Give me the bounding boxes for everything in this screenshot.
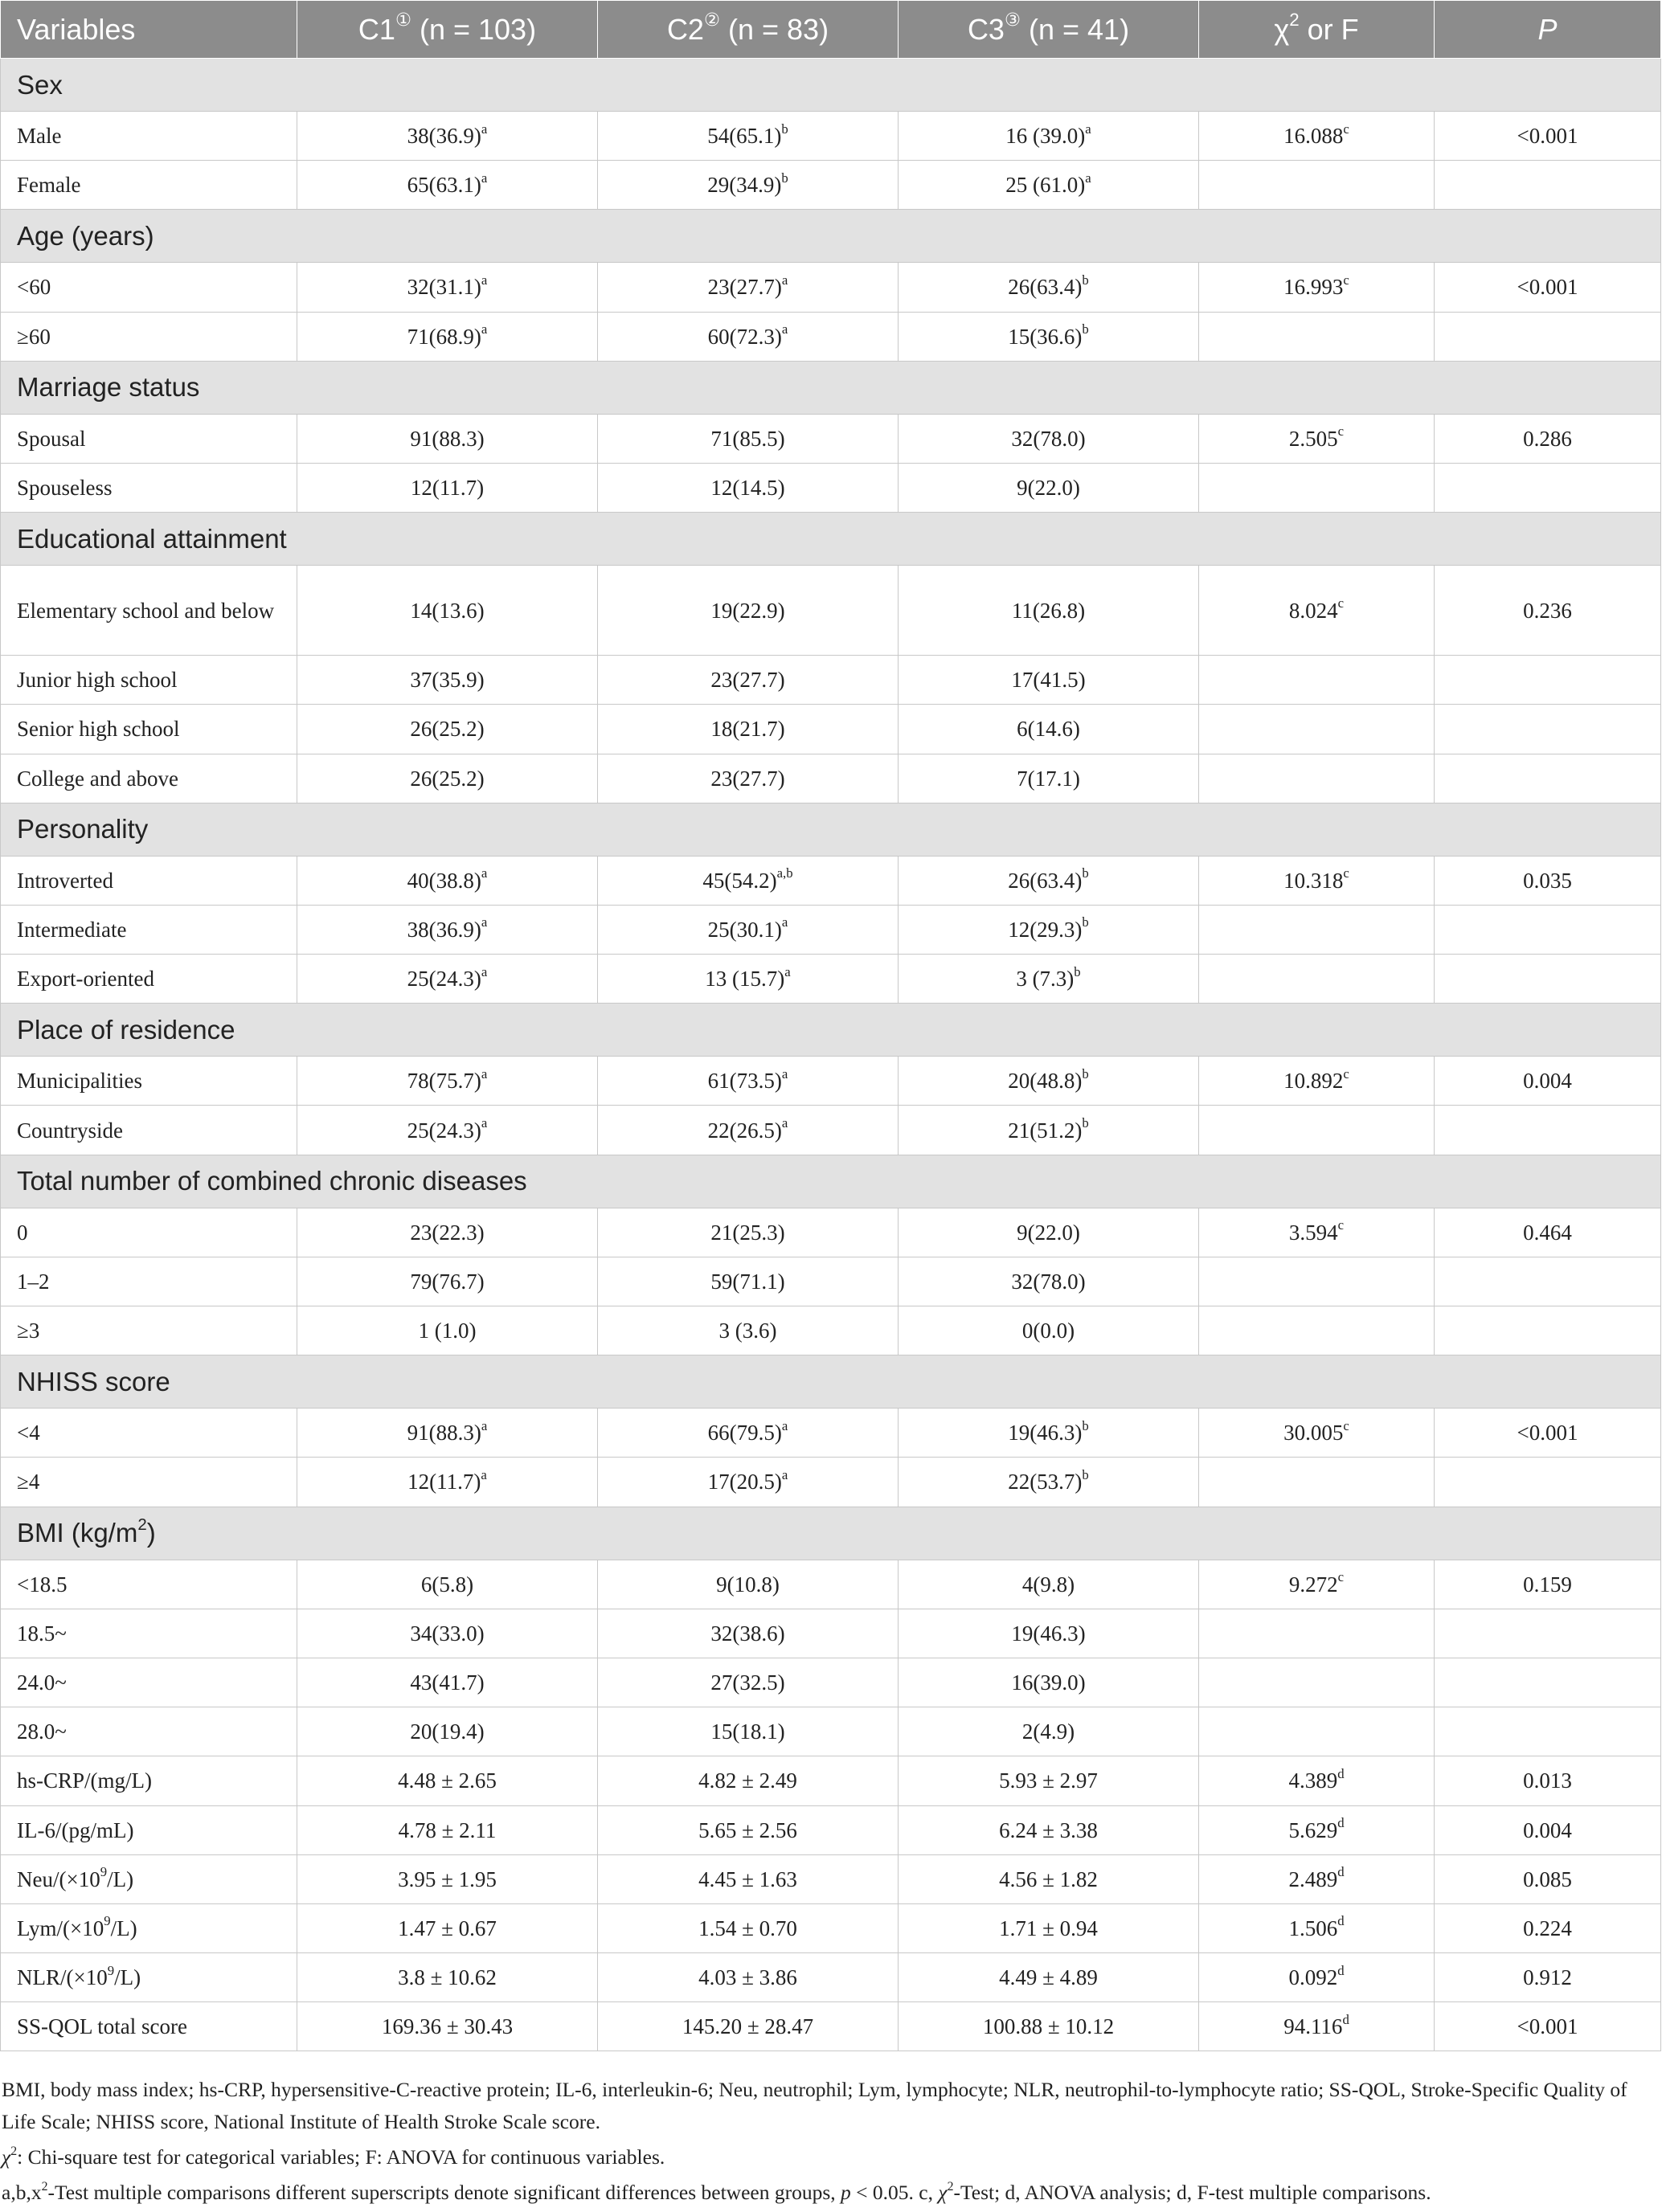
- cell-c3: 3 $(7.3)^b$: [899, 955, 1199, 1004]
- cell-p-value: [1435, 1458, 1661, 1507]
- row-label: Spousal: [1, 414, 297, 463]
- cell-c2: $17(20.5)^a$: [598, 1458, 899, 1507]
- row-label: 24.0~: [1, 1658, 297, 1707]
- table-row: [1, 905, 1661, 954]
- section-row: [1, 1507, 1661, 1560]
- table-body: [1, 59, 1661, 2051]
- cell-c2: $61(73.5)^a$: [598, 1057, 899, 1106]
- cell-statistic: 2.505$^c$: [1199, 414, 1435, 463]
- cell-c3: $12(29.3)^b$: [899, 905, 1199, 954]
- cell-p-value: [1435, 1609, 1661, 1658]
- row-label: Countryside: [1, 1106, 297, 1155]
- section-title: Marriage status: [1, 361, 1661, 414]
- row-label: Neu/$(\times 10^9/L)$: [1, 1854, 297, 1903]
- cell-p-value: [1435, 905, 1661, 954]
- cell-c3: 6(14.6): [899, 705, 1199, 754]
- cell-statistic: 2.489$^d$: [1199, 1854, 1435, 1903]
- cell-c2: 23(27.7): [598, 754, 899, 803]
- cell-statistic: 30.005$^c$: [1199, 1409, 1435, 1458]
- table-row: [1, 1609, 1661, 1658]
- cell-p-value: [1435, 1658, 1661, 1707]
- row-label: Male: [1, 112, 297, 161]
- cell-p-value: 0.004: [1435, 1805, 1661, 1854]
- cell-c2: 9(10.8): [598, 1560, 899, 1609]
- row-label: ≥4: [1, 1458, 297, 1507]
- row-label: Municipalities: [1, 1057, 297, 1106]
- section-title: Educational attainment: [1, 513, 1661, 566]
- table-row: [1, 1257, 1661, 1306]
- cell-p-value: [1435, 955, 1661, 1004]
- cell-p-value: [1435, 705, 1661, 754]
- row-label: <18.5: [1, 1560, 297, 1609]
- row-label: 1–2: [1, 1257, 297, 1306]
- cell-c2: 15(18.1): [598, 1707, 899, 1756]
- section-title: NHISS score: [1, 1355, 1661, 1409]
- cell-c1: 26(25.2): [297, 754, 598, 803]
- cell-c2: 4.03 ± 3.86: [598, 1953, 899, 2002]
- cell-statistic: 94.116$^d$: [1199, 2002, 1435, 2051]
- cell-c2: 13 $(15.7)^a$: [598, 955, 899, 1004]
- cell-c2: 1.54 ± 0.70: [598, 1903, 899, 1952]
- cell-c3: 4(9.8): [899, 1560, 1199, 1609]
- cell-c1: 34(33.0): [297, 1609, 598, 1658]
- table-row: [1, 1409, 1661, 1458]
- cell-statistic: [1199, 705, 1435, 754]
- cell-statistic: [1199, 161, 1435, 210]
- table-row: [1, 1560, 1661, 1609]
- cell-c2: 4.45 ± 1.63: [598, 1854, 899, 1903]
- cell-statistic: [1199, 1458, 1435, 1507]
- row-label: IL-6/(pg/mL): [1, 1805, 297, 1854]
- cell-statistic: 1.506$^d$: [1199, 1903, 1435, 1952]
- cell-statistic: 0.092$^d$: [1199, 1953, 1435, 2002]
- table-row: [1, 1903, 1661, 1952]
- cell-c3: $19(46.3)^b$: [899, 1409, 1199, 1458]
- row-label: SS-QOL total score: [1, 2002, 297, 2051]
- cell-c2: $22(26.5)^a$: [598, 1106, 899, 1155]
- cell-statistic: [1199, 463, 1435, 512]
- cell-c3: 5.93 ± 2.97: [899, 1756, 1199, 1805]
- cell-c3: 32(78.0): [899, 1257, 1199, 1306]
- row-label: Lym/$(\times 10^9/L)$: [1, 1903, 297, 1952]
- cell-p-value: [1435, 463, 1661, 512]
- table-row: [1, 566, 1661, 656]
- cell-c1: 169.36 ± 30.43: [297, 2002, 598, 2051]
- table-row: [1, 1854, 1661, 1903]
- table-row: [1, 112, 1661, 161]
- cell-p-value: <0.001: [1435, 263, 1661, 312]
- cell-c2: 71(85.5): [598, 414, 899, 463]
- row-label: Senior high school: [1, 705, 297, 754]
- cell-c3: $26(63.4)^b$: [899, 263, 1199, 312]
- table-row: [1, 1756, 1661, 1805]
- section-row: [1, 361, 1661, 414]
- cell-c2: 32(38.6): [598, 1609, 899, 1658]
- cell-c1: $25(24.3)^a$: [297, 1106, 598, 1155]
- cell-c2: $23(27.7)^a$: [598, 263, 899, 312]
- row-label: hs-CRP/(mg/L): [1, 1756, 297, 1805]
- footnote-abbreviations: BMI, body mass index; hs-CRP, hypersensitive-C-reactive protein; IL-6, interleukin-6; Neu, neutrophil; Lym, lymphocyte; NLR, neutrophil-to-lymphocyte ratio; SS-QOL, Stroke-Specific Quality of Life Scale; NHISS score, National Institute of Health Stroke Scale score.: [2, 2078, 1627, 2134]
- cell-c1: 20(19.4): [297, 1707, 598, 1756]
- cell-statistic: [1199, 1106, 1435, 1155]
- cell-c1: 12(11.7): [297, 463, 598, 512]
- cell-c1: 4.48 ± 2.65: [297, 1756, 598, 1805]
- cell-c3: $22(53.7)^b$: [899, 1458, 1199, 1507]
- cell-c3: 0(0.0): [899, 1306, 1199, 1355]
- section-row: [1, 803, 1661, 856]
- cell-statistic: [1199, 1257, 1435, 1306]
- row-label: College and above: [1, 754, 297, 803]
- row-label: Intermediate: [1, 905, 297, 954]
- cell-c2: 5.65 ± 2.56: [598, 1805, 899, 1854]
- table-row: [1, 2002, 1661, 2051]
- cell-p-value: [1435, 1306, 1661, 1355]
- row-label: 0: [1, 1208, 297, 1257]
- footnote-multiple-comparisons: $a,b,x^2$-Test multiple comparisons different superscripts denote significant differences between groups, p < 0.05. c, $\chi^2$-Test; d, ANOVA analysis; d, F-test multiple comparisons.: [2, 2179, 1431, 2205]
- cell-statistic: [1199, 1306, 1435, 1355]
- cell-c2: 19(22.9): [598, 566, 899, 656]
- cell-c1: 37(35.9): [297, 656, 598, 705]
- table-row: [1, 161, 1661, 210]
- cell-c2: $29(34.9)^b$: [598, 161, 899, 210]
- row-label: 18.5~: [1, 1609, 297, 1658]
- cell-c3: 19(46.3): [899, 1609, 1199, 1658]
- header-p-value: P: [1435, 1, 1661, 59]
- cell-statistic: [1199, 1609, 1435, 1658]
- cell-c1: $91(88.3)^a$: [297, 1409, 598, 1458]
- cell-statistic: [1199, 312, 1435, 361]
- cell-c1: $25(24.3)^a$: [297, 955, 598, 1004]
- cell-p-value: [1435, 1106, 1661, 1155]
- table-row: [1, 1208, 1661, 1257]
- section-row: [1, 1004, 1661, 1057]
- header-c3: C3③ (n = 41): [899, 1, 1199, 59]
- cell-p-value: [1435, 312, 1661, 361]
- row-label: Junior high school: [1, 656, 297, 705]
- row-label: <4: [1, 1409, 297, 1458]
- cell-p-value: 0.912: [1435, 1953, 1661, 2002]
- row-label: Female: [1, 161, 297, 210]
- row-label: ≥3: [1, 1306, 297, 1355]
- cell-c3: 1.71 ± 0.94: [899, 1903, 1199, 1952]
- cell-c1: 3.95 ± 1.95: [297, 1854, 598, 1903]
- section-title: Personality: [1, 803, 1661, 856]
- cell-c2: $25(30.1)^a$: [598, 905, 899, 954]
- cell-statistic: 16.088$^c$: [1199, 112, 1435, 161]
- section-title: BMI $(kg/m^2)$: [1, 1507, 1661, 1560]
- cell-c3: 17(41.5): [899, 656, 1199, 705]
- cell-statistic: 10.318$^c$: [1199, 856, 1435, 905]
- cell-statistic: 16.993$^c$: [1199, 263, 1435, 312]
- cell-c2: 21(25.3): [598, 1208, 899, 1257]
- cell-c3: $20(48.8)^b$: [899, 1057, 1199, 1106]
- cell-c1: $71(68.9)^a$: [297, 312, 598, 361]
- cell-p-value: [1435, 161, 1661, 210]
- section-row: [1, 513, 1661, 566]
- cell-c2: 59(71.1): [598, 1257, 899, 1306]
- cell-p-value: 0.464: [1435, 1208, 1661, 1257]
- cell-c2: 145.20 ± 28.47: [598, 2002, 899, 2051]
- cell-c3: 100.88 ± 10.12: [899, 2002, 1199, 2051]
- cell-statistic: 9.272$^c$: [1199, 1560, 1435, 1609]
- cell-p-value: 0.004: [1435, 1057, 1661, 1106]
- cell-p-value: 0.035: [1435, 856, 1661, 905]
- table-row: [1, 263, 1661, 312]
- cell-statistic: 8.024$^c$: [1199, 566, 1435, 656]
- cell-c2: 18(21.7): [598, 705, 899, 754]
- section-row: [1, 210, 1661, 263]
- cell-c1: $65(63.1)^a$: [297, 161, 598, 210]
- cell-statistic: [1199, 656, 1435, 705]
- cell-c1: 26(25.2): [297, 705, 598, 754]
- cell-c1: 91(88.3): [297, 414, 598, 463]
- header-statistic: $\chi^2$ or F: [1199, 1, 1435, 59]
- cell-c1: 6(5.8): [297, 1560, 598, 1609]
- cell-c1: 14(13.6): [297, 566, 598, 656]
- cell-c1: 1.47 ± 0.67: [297, 1903, 598, 1952]
- cell-c1: $32(31.1)^a$: [297, 263, 598, 312]
- row-label: Introverted: [1, 856, 297, 905]
- row-label: ≥60: [1, 312, 297, 361]
- cell-c3: 25 $(61.0)^a$: [899, 161, 1199, 210]
- cell-c3: 16(39.0): [899, 1658, 1199, 1707]
- footnote-tests: $\chi^2$: Chi-square test for categorical variables; F: ANOVA for continuous variables.: [2, 2144, 665, 2169]
- section-row: [1, 1355, 1661, 1409]
- cell-statistic: 10.892$^c$: [1199, 1057, 1435, 1106]
- cell-c3: 9(22.0): [899, 463, 1199, 512]
- cell-c2: 12(14.5): [598, 463, 899, 512]
- cell-statistic: 3.594$^c$: [1199, 1208, 1435, 1257]
- table-footnotes: [0, 2074, 1641, 2209]
- cell-c3: 9(22.0): [899, 1208, 1199, 1257]
- cell-c3: 2(4.9): [899, 1707, 1199, 1756]
- cell-p-value: 0.013: [1435, 1756, 1661, 1805]
- cell-c1: $12(11.7)^a$: [297, 1458, 598, 1507]
- cell-c1: 4.78 ± 2.11: [297, 1805, 598, 1854]
- cell-c1: $38(36.9)^a$: [297, 905, 598, 954]
- cell-c3: 7(17.1): [899, 754, 1199, 803]
- cell-c1: 23(22.3): [297, 1208, 598, 1257]
- cell-c3: 16 $(39.0)^a$: [899, 112, 1199, 161]
- row-label: Elementary school and below: [1, 566, 297, 656]
- cell-c2: $54(65.1)^b$: [598, 112, 899, 161]
- cell-statistic: [1199, 1707, 1435, 1756]
- cell-c1: $38(36.9)^a$: [297, 112, 598, 161]
- table-row: [1, 312, 1661, 361]
- section-row: [1, 1155, 1661, 1208]
- section-title: Sex: [1, 59, 1661, 112]
- cell-p-value: [1435, 754, 1661, 803]
- section-title: Age (years): [1, 210, 1661, 263]
- cell-statistic: [1199, 1658, 1435, 1707]
- section-row: [1, 59, 1661, 112]
- header-c1: C1① (n = 103): [297, 1, 598, 59]
- row-label: Spouseless: [1, 463, 297, 512]
- table-row: [1, 1306, 1661, 1355]
- cell-statistic: 5.629$^d$: [1199, 1805, 1435, 1854]
- table-row: [1, 705, 1661, 754]
- cell-c2: 27(32.5): [598, 1658, 899, 1707]
- cell-c3: 4.49 ± 4.89: [899, 1953, 1199, 2002]
- table-row: [1, 463, 1661, 512]
- cell-c2: 3 (3.6): [598, 1306, 899, 1355]
- cell-c3: $21(51.2)^b$: [899, 1106, 1199, 1155]
- table-row: [1, 1658, 1661, 1707]
- row-label: Export-oriented: [1, 955, 297, 1004]
- header-row: [1, 1, 1661, 59]
- cell-c2: 23(27.7): [598, 656, 899, 705]
- table-row: [1, 1057, 1661, 1106]
- cell-statistic: [1199, 905, 1435, 954]
- section-title: Total number of combined chronic diseases: [1, 1155, 1661, 1208]
- table-row: [1, 1707, 1661, 1756]
- cell-c3: $15(36.6)^b$: [899, 312, 1199, 361]
- cell-c3: 11(26.8): [899, 566, 1199, 656]
- cell-c1: 3.8 ± 10.62: [297, 1953, 598, 2002]
- cell-p-value: <0.001: [1435, 112, 1661, 161]
- cell-c2: $45(54.2)^{a,b}$: [598, 856, 899, 905]
- cell-p-value: [1435, 1257, 1661, 1306]
- cell-c2: $60(72.3)^a$: [598, 312, 899, 361]
- cell-p-value: <0.001: [1435, 1409, 1661, 1458]
- cell-c2: $66(79.5)^a$: [598, 1409, 899, 1458]
- cell-p-value: [1435, 1707, 1661, 1756]
- table-row: [1, 656, 1661, 705]
- row-label: NLR/$(\times 10^9/L)$: [1, 1953, 297, 2002]
- row-label: <60: [1, 263, 297, 312]
- cell-c1: 43(41.7): [297, 1658, 598, 1707]
- cell-p-value: 0.286: [1435, 414, 1661, 463]
- cell-c1: 79(76.7): [297, 1257, 598, 1306]
- table-row: [1, 1953, 1661, 2002]
- cell-c3: 4.56 ± 1.82: [899, 1854, 1199, 1903]
- cell-p-value: [1435, 656, 1661, 705]
- cell-c1: $78(75.7)^a$: [297, 1057, 598, 1106]
- cell-p-value: 0.159: [1435, 1560, 1661, 1609]
- cell-c1: 1 (1.0): [297, 1306, 598, 1355]
- row-label: 28.0~: [1, 1707, 297, 1756]
- cell-c3: 32(78.0): [899, 414, 1199, 463]
- table-row: [1, 754, 1661, 803]
- cell-p-value: 0.224: [1435, 1903, 1661, 1952]
- cell-c3: 6.24 ± 3.38: [899, 1805, 1199, 1854]
- cell-statistic: [1199, 754, 1435, 803]
- header-variables: Variables: [1, 1, 297, 59]
- cell-p-value: 0.085: [1435, 1854, 1661, 1903]
- cell-p-value: 0.236: [1435, 566, 1661, 656]
- table-row: [1, 1805, 1661, 1854]
- section-title: Place of residence: [1, 1004, 1661, 1057]
- cell-c2: 4.82 ± 2.49: [598, 1756, 899, 1805]
- cell-statistic: 4.389$^d$: [1199, 1756, 1435, 1805]
- table-row: [1, 414, 1661, 463]
- table-row: [1, 955, 1661, 1004]
- cell-p-value: <0.001: [1435, 2002, 1661, 2051]
- table-row: [1, 1106, 1661, 1155]
- table-row: [1, 856, 1661, 905]
- table-row: [1, 1458, 1661, 1507]
- cell-c3: $26(63.4)^b$: [899, 856, 1199, 905]
- header-c2: C2② (n = 83): [598, 1, 899, 59]
- cell-c1: $40(38.8)^a$: [297, 856, 598, 905]
- cell-statistic: [1199, 955, 1435, 1004]
